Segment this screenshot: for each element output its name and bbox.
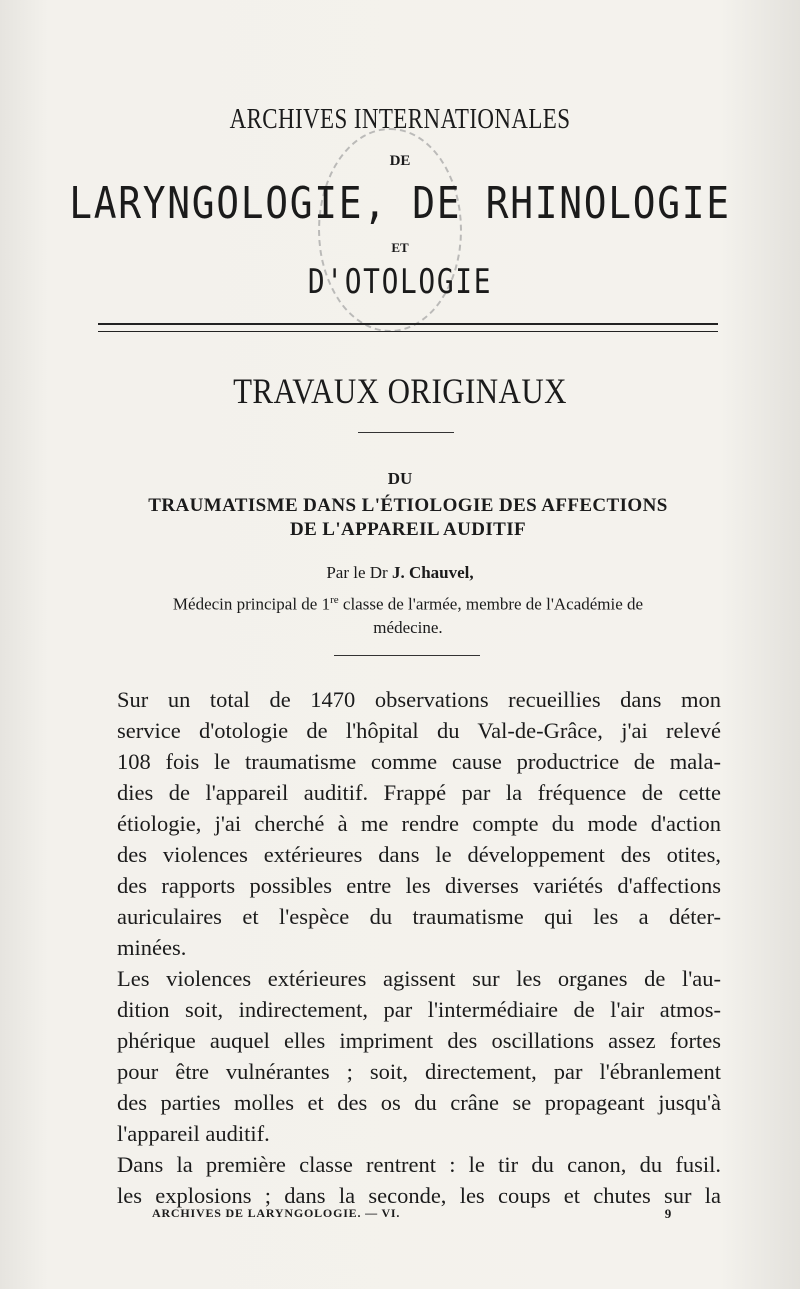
journal-title-line3: D'OTOLOGIE <box>307 262 493 302</box>
byline-divider <box>334 655 480 656</box>
journal-title-de: DE <box>389 153 411 169</box>
body-line: phérique auquel elles impriment des oscillations assez fortes <box>117 1028 721 1053</box>
journal-title-line1: ARCHIVES INTERNATIONALES <box>229 104 571 135</box>
article-title-line2: DE L'APPAREIL AUDITIF <box>289 519 527 540</box>
section-divider <box>358 432 454 433</box>
affiliation-part-a: Médecin principal de 1 <box>172 594 331 614</box>
body-line: l'appareil auditif. <box>117 1121 270 1146</box>
article-du: DU <box>387 469 413 488</box>
body-line: les explosions ; dans la seconde, les coups et chutes sur la <box>117 1183 721 1208</box>
body-line: des violences extérieures dans le développement des otites, <box>117 842 721 867</box>
body-line: Sur un total de 1470 observations recueillies dans mon <box>117 687 721 712</box>
article-title-line1: TRAUMATISME DANS L'ÉTIOLOGIE DES AFFECTIONS <box>148 495 668 516</box>
author-name: J. Chauvel, <box>391 563 474 582</box>
affiliation-sup: re <box>330 594 339 606</box>
journal-title-et: ET <box>391 240 409 255</box>
body-line: dition soit, indirectement, par l'intermédiaire de l'air atmos- <box>117 997 721 1022</box>
body-line: 108 fois le traumatisme comme cause productrice de mala- <box>117 749 721 774</box>
body-line: pour être vulnérantes ; soit, directement, par l'ébranlement <box>117 1059 721 1084</box>
body-line: auriculaires et l'espèce du traumatisme qui les a déter- <box>117 904 721 929</box>
affiliation-part-b: classe de l'armée, membre de l'Académie de <box>338 594 644 614</box>
article-body <box>117 684 721 1211</box>
article-title <box>80 494 736 542</box>
section-title: TRAVAUX ORIGINAUX <box>233 371 567 411</box>
journal-title-line2: LARYNGOLOGIE, DE RHINOLOGIE <box>69 178 731 229</box>
body-line: dies de l'appareil auditif. Frappé par la fréquence de cette <box>117 780 721 805</box>
body-line: étiologie, j'ai cherché à me rendre compte du mode d'action <box>117 811 721 836</box>
body-line: des rapports possibles entre les diverses variétés d'affections <box>117 873 721 898</box>
page-number: 9 <box>664 1206 672 1221</box>
author-prefix: Par le Dr <box>326 563 388 582</box>
affiliation-part-c: médecine. <box>373 617 443 637</box>
author-affiliation <box>90 589 726 639</box>
author-line <box>0 563 800 583</box>
body-line: service d'otologie de l'hôpital du Val-de-Grâce, j'ai relevé <box>117 718 721 743</box>
running-title: ARCHIVES DE LARYNGOLOGIE. — VI. <box>152 1206 401 1220</box>
body-line: des parties molles et des os du crâne se propageant jusqu'à <box>117 1090 721 1115</box>
body-line: Les violences extérieures agissent sur les organes de l'au- <box>117 966 721 991</box>
header-double-rule <box>98 323 718 332</box>
page-footer <box>152 1206 672 1221</box>
body-line: Dans la première classe rentrent : le tir du canon, du fusil. <box>117 1152 721 1177</box>
body-line: minées. <box>117 935 187 960</box>
